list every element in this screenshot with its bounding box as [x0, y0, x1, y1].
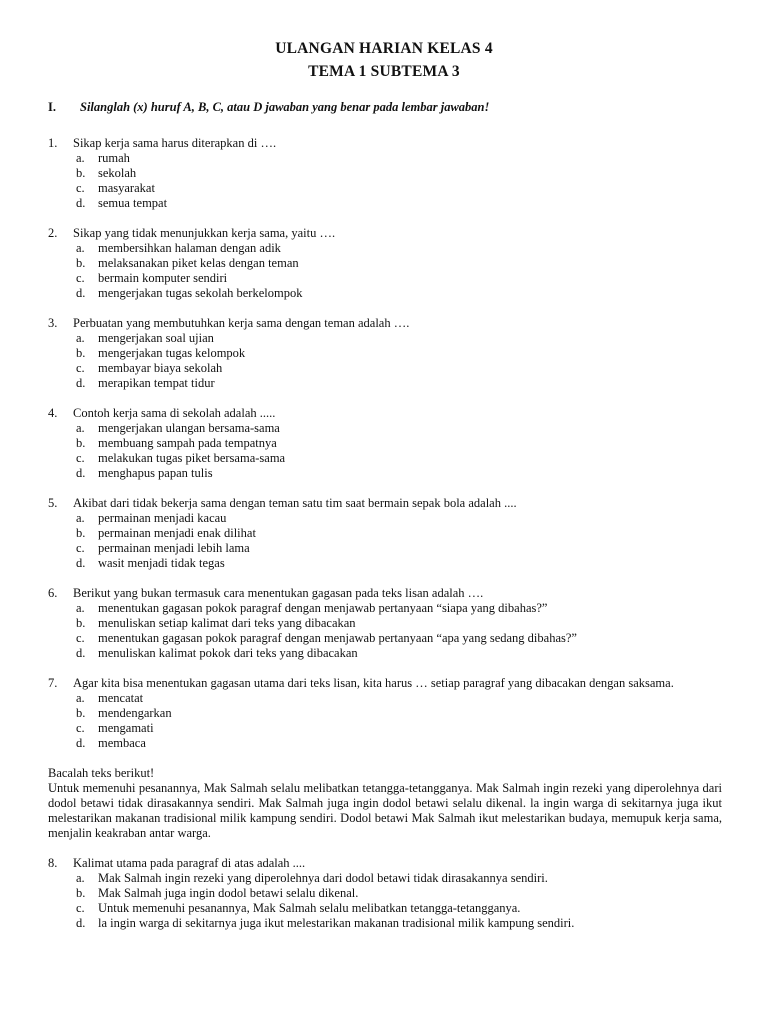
section-instruction: [48, 100, 728, 115]
question-5: [48, 496, 722, 571]
option-letter: a.: [76, 331, 85, 345]
question-text: Perbuatan yang membutuhkan kerja sama dengan teman adalah ….: [73, 316, 410, 330]
question-text: Sikap kerja sama harus diterapkan di ….: [73, 136, 277, 150]
option-text: permainan menjadi lebih lama: [98, 541, 250, 555]
option-letter: c.: [76, 361, 85, 375]
option-letter: c.: [76, 901, 85, 915]
question-3: [48, 316, 722, 391]
option-item: [48, 541, 722, 556]
question-stem: [48, 586, 722, 601]
option-letter: d.: [76, 376, 86, 390]
option-item: [48, 196, 722, 211]
option-list: [48, 151, 722, 211]
option-item: [48, 646, 722, 661]
option-text: permainan menjadi kacau: [98, 511, 227, 525]
question-8: [48, 856, 722, 931]
question-2: [48, 226, 722, 301]
option-text: melaksanakan piket kelas dengan teman: [98, 256, 299, 270]
option-letter: c.: [76, 541, 85, 555]
option-text: Untuk memenuhi pesanannya, Mak Salmah selalu melibatkan tetangga-tetangganya.: [98, 901, 521, 915]
option-item: [48, 466, 722, 481]
option-letter: d.: [76, 646, 86, 660]
option-item: [48, 151, 722, 166]
option-text: mengamati: [98, 721, 154, 735]
question-6: [48, 586, 722, 661]
question-stem: [48, 676, 722, 691]
passage-heading: Bacalah teks berikut!: [48, 766, 155, 780]
option-text: membayar biaya sekolah: [98, 361, 223, 375]
option-item: [48, 736, 722, 751]
instruction-text: Silanglah (x) huruf A, B, C, atau D jawaban yang benar pada lembar jawaban!: [80, 100, 490, 114]
question-4: [48, 406, 722, 481]
reading-passage: [48, 766, 722, 841]
option-letter: b.: [76, 526, 86, 540]
option-letter: b.: [76, 166, 86, 180]
option-item: [48, 241, 722, 256]
option-item: [48, 166, 722, 181]
option-letter: b.: [76, 436, 86, 450]
option-item: [48, 436, 722, 451]
option-letter: d.: [76, 466, 86, 480]
option-letter: c.: [76, 451, 85, 465]
question-stem: [48, 226, 722, 241]
option-item: [48, 526, 722, 541]
option-item: [48, 691, 722, 706]
option-item: [48, 451, 722, 466]
option-letter: c.: [76, 271, 85, 285]
option-text: mengerjakan soal ujian: [98, 331, 214, 345]
option-text: Mak Salmah juga ingin dodol betawi selalu dikenal.: [98, 886, 359, 900]
option-letter: a.: [76, 601, 85, 615]
option-letter: a.: [76, 421, 85, 435]
option-item: [48, 916, 722, 931]
question-text: Sikap yang tidak menunjukkan kerja sama, yaitu ….: [73, 226, 336, 240]
option-letter: a.: [76, 241, 85, 255]
option-letter: b.: [76, 346, 86, 360]
option-item: [48, 886, 722, 901]
option-item: [48, 706, 722, 721]
option-item: [48, 331, 722, 346]
option-item: [48, 616, 722, 631]
option-text: membersihkan halaman dengan adik: [98, 241, 281, 255]
question-7: [48, 676, 722, 751]
option-list: [48, 421, 722, 481]
option-text: masyarakat: [98, 181, 155, 195]
section-number: I.: [48, 100, 56, 114]
option-text: Mak Salmah ingin rezeki yang diperolehnya dari dodol betawi tidak dirasakannya sendiri.: [98, 871, 548, 885]
question-text: Contoh kerja sama di sekolah adalah .....: [73, 406, 276, 420]
option-text: sekolah: [98, 166, 137, 180]
option-text: bermain komputer sendiri: [98, 271, 228, 285]
option-letter: d.: [76, 196, 86, 210]
option-list: [48, 601, 722, 661]
option-text: merapikan tempat tidur: [98, 376, 215, 390]
option-item: [48, 286, 722, 301]
question-number: 4.: [48, 406, 58, 420]
option-item: [48, 871, 722, 886]
question-text: Kalimat utama pada paragraf di atas adalah ....: [73, 856, 306, 870]
question-number: 6.: [48, 586, 58, 600]
option-letter: c.: [76, 181, 85, 195]
question-text: Akibat dari tidak bekerja sama dengan teman satu tim saat bermain sepak bola adalah ....: [73, 496, 517, 510]
option-item: [48, 901, 722, 916]
option-list: [48, 871, 722, 931]
question-text: Berikut yang bukan termasuk cara menentukan gagasan pada teks lisan adalah ….: [73, 586, 484, 600]
question-number: 3.: [48, 316, 58, 330]
option-text: permainan menjadi enak dilihat: [98, 526, 256, 540]
option-item: [48, 361, 722, 376]
option-letter: d.: [76, 556, 86, 570]
question-stem: [48, 856, 722, 871]
question-list: [48, 136, 722, 931]
option-item: [48, 721, 722, 736]
option-text: la ingin warga di sekitarnya juga ikut melestarikan makanan tradisional milik kampung sendiri.: [98, 916, 575, 930]
question-stem: [48, 136, 722, 151]
option-letter: c.: [76, 631, 85, 645]
option-item: [48, 511, 722, 526]
option-letter: b.: [76, 256, 86, 270]
option-list: [48, 691, 722, 751]
option-text: melakukan tugas piket bersama-sama: [98, 451, 286, 465]
option-list: [48, 331, 722, 391]
option-item: [48, 271, 722, 286]
question-stem: [48, 406, 722, 421]
option-item: [48, 421, 722, 436]
question-number: 5.: [48, 496, 58, 510]
option-letter: b.: [76, 886, 86, 900]
option-text: menentukan gagasan pokok paragraf dengan menjawab pertanyaan “apa yang sedang dibahas?”: [98, 631, 577, 645]
option-item: [48, 376, 722, 391]
option-letter: d.: [76, 286, 86, 300]
option-text: membaca: [98, 736, 146, 750]
passage-text: Untuk memenuhi pesanannya, Mak Salmah selalu melibatkan tetangga-tetangganya. Mak Salmah ingin rezeki yang diperolehnya dari dodol betawi tidak dirasakannya sendiri. Mak Salmah juga ingin dodol betawi selalu dikenal. la ingin warga di sekitarnya juga ikut melestarikan makanan tradisional milik kampung sendiri. Dodol betawi Mak Salmah ikut melestarikan budaya, memupuk kerja sama, menjalin keakraban antar warga.: [48, 781, 722, 840]
option-list: [48, 241, 722, 301]
question-number: 7.: [48, 676, 58, 690]
option-text: mencatat: [98, 691, 144, 705]
option-letter: a.: [76, 511, 85, 525]
option-item: [48, 346, 722, 361]
option-item: [48, 556, 722, 571]
option-text: rumah: [98, 151, 130, 165]
question-number: 8.: [48, 856, 58, 870]
question-1: [48, 136, 722, 211]
option-text: wasit menjadi tidak tegas: [98, 556, 225, 570]
option-text: menentukan gagasan pokok paragraf dengan menjawab pertanyaan “siapa yang dibahas?”: [98, 601, 548, 615]
option-text: menuliskan setiap kalimat dari teks yang dibacakan: [98, 616, 356, 630]
question-number: 2.: [48, 226, 58, 240]
option-text: membuang sampah pada tempatnya: [98, 436, 277, 450]
option-letter: b.: [76, 706, 86, 720]
option-text: menuliskan kalimat pokok dari teks yang dibacakan: [98, 646, 358, 660]
option-text: mengerjakan tugas sekolah berkelompok: [98, 286, 303, 300]
option-text: mengerjakan tugas kelompok: [98, 346, 246, 360]
option-text: mendengarkan: [98, 706, 172, 720]
option-text: mengerjakan ulangan bersama-sama: [98, 421, 280, 435]
option-text: semua tempat: [98, 196, 168, 210]
option-letter: a.: [76, 691, 85, 705]
option-item: [48, 601, 722, 616]
option-letter: d.: [76, 916, 86, 930]
option-letter: c.: [76, 721, 85, 735]
option-letter: a.: [76, 871, 85, 885]
option-item: [48, 256, 722, 271]
option-item: [48, 631, 722, 646]
option-item: [48, 181, 722, 196]
question-stem: [48, 496, 722, 511]
option-letter: a.: [76, 151, 85, 165]
option-text: menghapus papan tulis: [98, 466, 213, 480]
page-subtitle: TEMA 1 SUBTEMA 3: [308, 63, 460, 80]
question-stem: [48, 316, 722, 331]
page-title: ULANGAN HARIAN KELAS 4: [275, 40, 493, 57]
option-list: [48, 511, 722, 571]
question-text: Agar kita bisa menentukan gagasan utama dari teks lisan, kita harus … setiap paragraf yang dibacakan dengan saksama.: [73, 676, 674, 690]
option-letter: d.: [76, 736, 86, 750]
question-number: 1.: [48, 136, 58, 150]
option-letter: b.: [76, 616, 86, 630]
